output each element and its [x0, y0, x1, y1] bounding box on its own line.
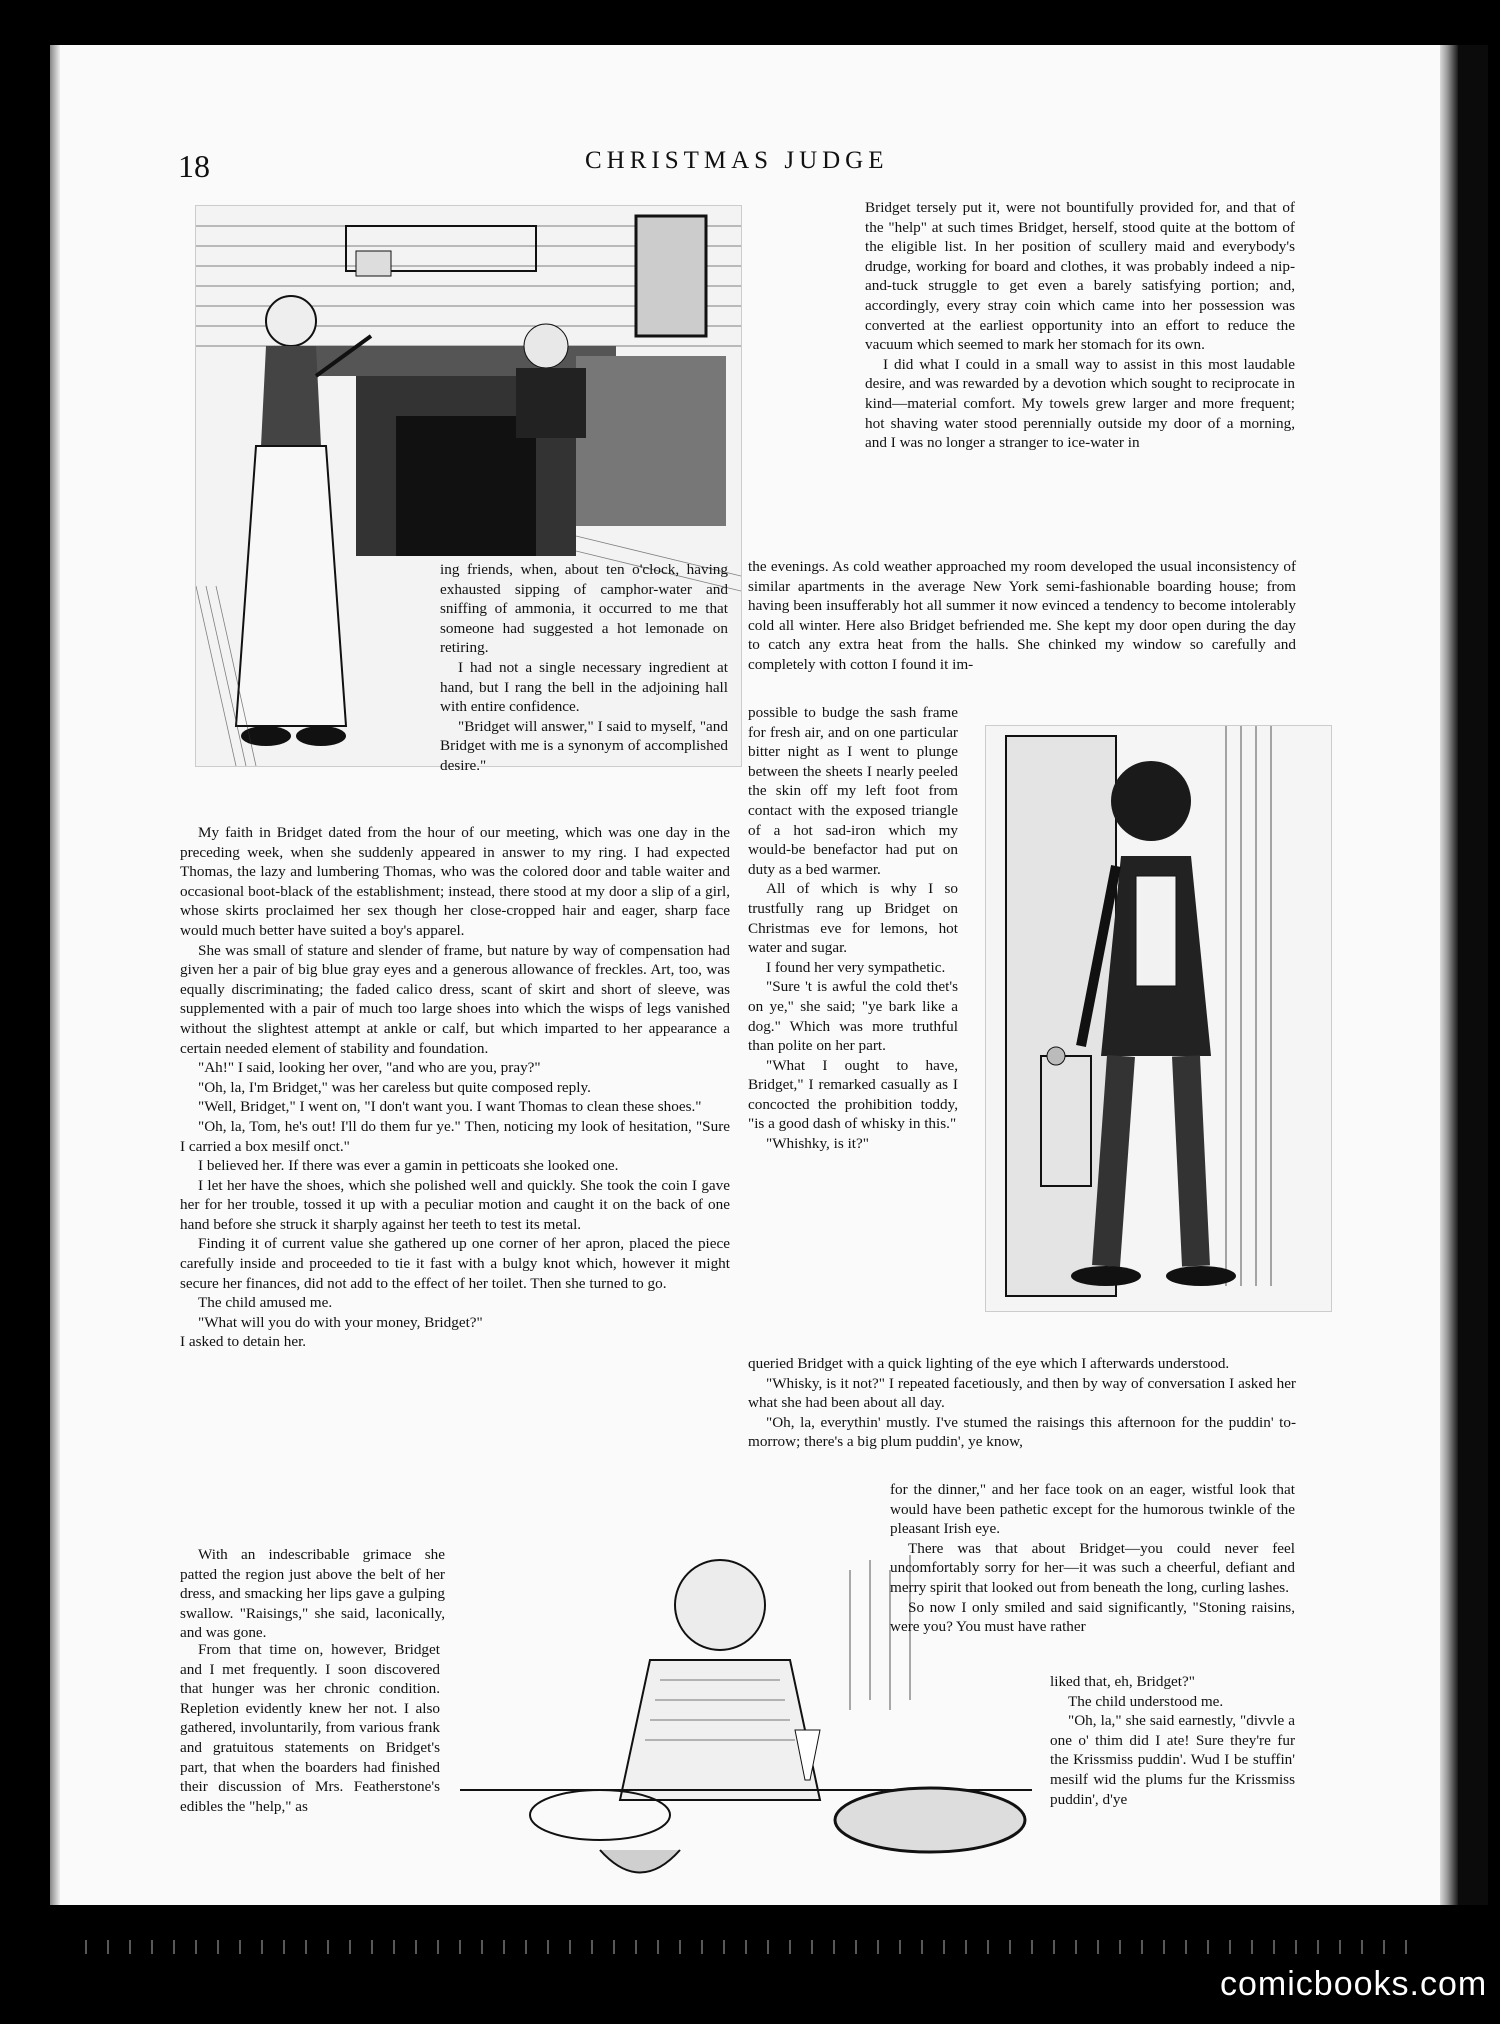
- paragraph: Bridget tersely put it, were not bountifully provided for, and that of the "help" at such times Bridget, herself, stood quite at the bottom of the eligible list. In her position of scullery maid and everybody's drudge, working for board and clothes, it was probably indeed a nip-and-tuck struggle to get even a barely satisfying portion; and, accordingly, every stray coin which came into her possession was converted at the earliest opportunity into an effort to reduce the vacuum which seemed to mark her stomach for its own.: [865, 199, 1295, 354]
- paragraph: From that time on, however, Bridget and I met frequently. I soon discovered that hunger was her chronic condition. Repletion evidently knew her not. I also gathered, involuntarily, from various frank and gratuitous statements on Bridget's part, that when the boarders had finished their discussion of Mrs. Featherstone's edibles the "help," as: [180, 1641, 440, 1815]
- text-left-bottom: [180, 1640, 440, 1816]
- paragraph: "Bridget will answer," I said to myself, "and Bridget with me is a synonym of accomplished desire.": [440, 717, 728, 774]
- paragraph: for the dinner," and her face took on an eager, wistful look that would have been pathetic except for the humorous twinkle of the pleasant Irish eye.: [890, 1481, 1295, 1538]
- paragraph: I believed her. If there was ever a gamin in petticoats she looked one.: [198, 1157, 619, 1175]
- watermark: comicbooks.com: [1220, 1965, 1488, 2003]
- text-right-narrow: [748, 703, 958, 1154]
- paragraph: "Whisky, is it not?" I repeated facetiously, and then by way of conversation I asked her what she had been about all day.: [748, 1374, 1296, 1412]
- paragraph: possible to budge the sash frame for fresh air, and on one particular bitter night as I went to plunge between the sheets I nearly peeled the skin off my left foot from contact with the exposed triangle of a hot sad-iron which my would-be benefactor had put on duty as a bed warmer.: [748, 704, 958, 878]
- text-left-upper: [440, 560, 728, 776]
- paragraph: With an indescribable grimace she patted the region just above the belt of her dress, and smacking her lips gave a gulping swallow. "Raisings," she said, laconically, and was gone.: [180, 1546, 445, 1642]
- paragraph: "Oh, la, I'm Bridget," was her careless but quite composed reply.: [198, 1078, 591, 1096]
- paragraph: There was that about Bridget—you could never feel uncomfortably sorry for her—it was such a cheerful, defiant and merry spirit that looked out from beneath the long, curling lashes.: [890, 1539, 1295, 1596]
- text-right-mid: [748, 1354, 1296, 1452]
- paragraph: I had not a single necessary ingredient at hand, but I rang the bell in the adjoining hall with entire confidence.: [440, 658, 728, 716]
- paragraph: So now I only smiled and said significantly, "Stoning raisins, were you? You must have rather: [890, 1598, 1295, 1636]
- text-right-lower: [890, 1480, 1295, 1637]
- paragraph: I asked to detain her.: [180, 1333, 307, 1351]
- paragraph: "Oh, la, everythin' mustly. I've stumed the raisings this afternoon for the puddin' to-morrow; there's a big plum puddin', ye know,: [748, 1413, 1296, 1451]
- paragraph: "Well, Bridget," I went on, "I don't want you. I want Thomas to clean these shoes.": [198, 1098, 702, 1116]
- paragraph: I did what I could in a small way to assist in this most laudable desire, and was rewarded by a devotion which sought to reciprocate in kind—material comfort. My towels grew larger and more frequent; hot shaving water stood perennially outside my door of a morning, and I was no longer a stranger to ice-water in: [865, 355, 1295, 452]
- paragraph: "Oh, la, Tom, he's out! I'll do them fur ye." Then, noticing my look of hesitation, "Sure I carried a box mesilf onct.": [180, 1117, 730, 1155]
- text-right-upper: [865, 198, 1295, 453]
- paragraph: the evenings. As cold weather approached my room developed the usual inconsistency of similar apartments in the average New York semi-fashionable boarding house; from having been insufferably hot all summer it now evinced a tendency to become intolerably cold all winter. Here also Bridget befriended me. She kept my door open during the day to catch any extra heat from the halls. She chinked my window so carefully and completely with cotton I found it im-: [748, 558, 1296, 673]
- scan-ruler-marks: [85, 1940, 1425, 1954]
- paragraph: ing friends, when, about ten o'clock, having exhausted sipping of camphor-water and sniffing of ammonia, it occurred to me that someone had suggested a hot lemonade on retiring.: [440, 561, 728, 657]
- paragraph: "Oh, la," she said earnestly, "divvle a one o' thim did I ate! Sure they're fur the Krissmiss puddin'. Wud I be stuffin' mesilf wid the plums fur the Krissmiss puddin', d'ye: [1050, 1712, 1295, 1808]
- paragraph: I found her very sympathetic.: [766, 958, 946, 976]
- text-right-wide: [748, 557, 1296, 675]
- page-edge: [50, 45, 60, 1905]
- illustration-drawing: [986, 726, 1331, 1311]
- paragraph: My faith in Bridget dated from the hour of our meeting, which was one day in the preceding week, when she suddenly appeared in answer to my ring. I had expected Thomas, the lazy and lumbering Thomas, who was the colored door and table waiter and occasional boot-black of the establishment; instead, there stood at my door a slip of a girl, whose skirts proclaimed her sex though her close-cropped hair and eager, sharp face would much better have suited a boy's apparel.: [180, 824, 730, 939]
- paragraph: I let her have the shoes, which she polished well and quickly. She took the coin I gave her for her trouble, tossed it up with a peculiar motion and caught it on the back of one hand before she struck it sharply against her teeth to test its metal.: [180, 1176, 730, 1233]
- page-number: 18: [178, 148, 210, 184]
- paragraph: She was small of stature and slender of frame, but nature by way of compensation had given her a pair of big blue gray eyes and a generous allowance of freckles. Art, too, was equally discriminating; the faded calico dress, scant of skirt and short of sleeve, was supplemented with a pair of much too large shoes into which the wisps of legs vanished without the slightest attempt at ankle or calf, but which imparted to her appearance a certain needed element of stability and foundation.: [180, 941, 730, 1057]
- paragraph: "What I ought to have, Bridget," I remarked casually as I concocted the prohibition toddy, "is a good dash of whisky in this.": [748, 1056, 958, 1133]
- paragraph: The child amused me.: [198, 1294, 333, 1312]
- paragraph: "Ah!" I said, looking her over, "and who are you, pray?": [198, 1059, 541, 1077]
- paragraph: "What will you do with your money, Bridget?": [198, 1313, 483, 1331]
- text-left-main: [180, 823, 730, 1352]
- scan-border: [1458, 45, 1488, 1905]
- text-left-lower: [180, 1545, 445, 1643]
- page-spine: [1440, 45, 1458, 1905]
- paragraph: queried Bridget with a quick lighting of the eye which I afterwards understood.: [748, 1355, 1230, 1372]
- text-right-bottom: [1050, 1672, 1295, 1809]
- paragraph: All of which is why I so trustfully rang up Bridget on Christmas eve for lemons, hot water and sugar.: [748, 880, 958, 957]
- paragraph: "Whishky, is it?": [766, 1135, 869, 1153]
- paragraph: Finding it of current value she gathered up one corner of her apron, placed the piece carefully inside and proceeded to tie it fast with a bulgy knot which, however it might secure her finances, did not add to the effect of her toilet. Then she turned to go.: [180, 1235, 730, 1292]
- paragraph: liked that, eh, Bridget?": [1050, 1673, 1195, 1690]
- illustration-thomas-at-door: [985, 725, 1332, 1312]
- page-title: CHRISTMAS JUDGE: [585, 147, 889, 174]
- paragraph: "Sure 't is awful the cold thet's on ye," she said; "ye bark like a dog." Which was more truthful than polite on her part.: [748, 978, 958, 1055]
- paragraph: The child understood me.: [1068, 1692, 1224, 1710]
